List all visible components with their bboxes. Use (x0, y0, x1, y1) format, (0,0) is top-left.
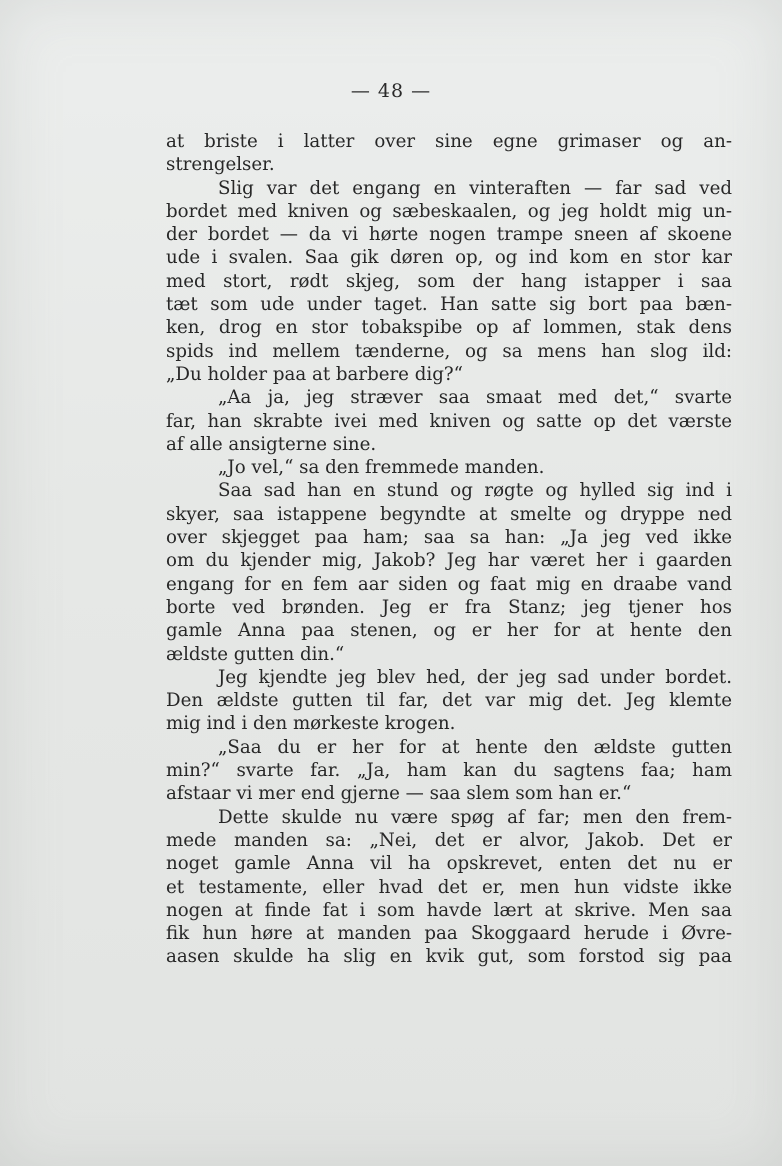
text-line: Den ældste gutten til far, det var mig det. Jeg klemte (166, 690, 732, 712)
text-line: borte ved brønden. Jeg er fra Stanz; jeg tjener hos (166, 596, 732, 618)
text-line: strengelser. (166, 154, 275, 176)
text-line: over skjegget paa ham; saa sa han: „Ja jeg ved ikke (166, 527, 732, 549)
text-line: bordet med kniven og sæbeskaalen, og jeg holdt mig un- (166, 200, 732, 222)
page-number: — 48 — (350, 80, 432, 102)
text-line: om du kjender mig, Jakob? Jeg har været her i gaarden (166, 550, 732, 572)
text-line: ældste gutten din.“ (166, 643, 345, 665)
text-line: ude i svalen. Saa gik døren op, og ind kom en stor kar (166, 247, 732, 269)
text-line: „Du holder paa at barbere dig?“ (166, 363, 463, 385)
text-line: mede manden sa: „Nei, det er alvor, Jakob. Det er (166, 829, 732, 851)
text-line: nogen at finde fat i som havde lært at skrive. Men saa (166, 899, 732, 921)
text-line: aasen skulde ha slig en kvik gut, som forstod sig paa (166, 946, 732, 968)
text-line: mig ind i den mørkeste krogen. (166, 713, 456, 735)
body-text (166, 130, 732, 969)
text-line: spids ind mellem tænderne, og sa mens han slog ild: (166, 340, 732, 362)
text-line: „Jo vel,“ sa den fremmede manden. (218, 457, 545, 479)
text-line: „Saa du er her for at hente den ældste gutten (218, 736, 732, 758)
text-line: noget gamle Anna vil ha opskrevet, enten det nu er (166, 853, 732, 875)
text-line: Jeg kjendte jeg blev hed, der jeg sad under bordet. (218, 666, 732, 688)
text-line: med stort, rødt skjeg, som der hang istapper i saa (166, 270, 732, 292)
text-line: skyer, saa istappene begyndte at smelte og dryppe ned (166, 503, 732, 525)
text-line: gamle Anna paa stenen, og er her for at hente den (166, 620, 732, 642)
text-line: ken, drog en stor tobakspibe op af lommen, stak dens (166, 317, 732, 339)
text-line: af alle ansigterne sine. (166, 433, 377, 455)
text-line: engang for en fem aar siden og faat mig en draabe vand (166, 573, 732, 595)
text-line: fik hun høre at manden paa Skoggaard herude i Øvre- (166, 923, 732, 945)
text-line: Saa sad han en stund og røgte og hylled sig ind i (218, 480, 732, 502)
text-line: afstaar vi mer end gjerne — saa slem som han er.“ (166, 783, 632, 805)
text-line: Dette skulde nu være spøg af far; men den frem- (218, 806, 732, 828)
text-line: Slig var det engang en vinteraften — far sad ved (218, 177, 732, 199)
text-line: tæt som ude under taget. Han satte sig bort paa bæn- (166, 294, 732, 316)
text-line: et testamente, eller hvad det er, men hun vidste ikke (166, 876, 732, 898)
text-line: der bordet — da vi hørte nogen trampe sneen af skoene (166, 224, 732, 246)
text-line: far, han skrabte ivei med kniven og satte op det værste (166, 410, 732, 432)
text-line: „Aa ja, jeg stræver saa smaat med det,“ svarte (218, 387, 732, 409)
text-line: at briste i latter over sine egne grimaser og an- (166, 131, 732, 152)
text-line: min?“ svarte far. „Ja, ham kan du sagtens faa; ham (166, 760, 732, 782)
